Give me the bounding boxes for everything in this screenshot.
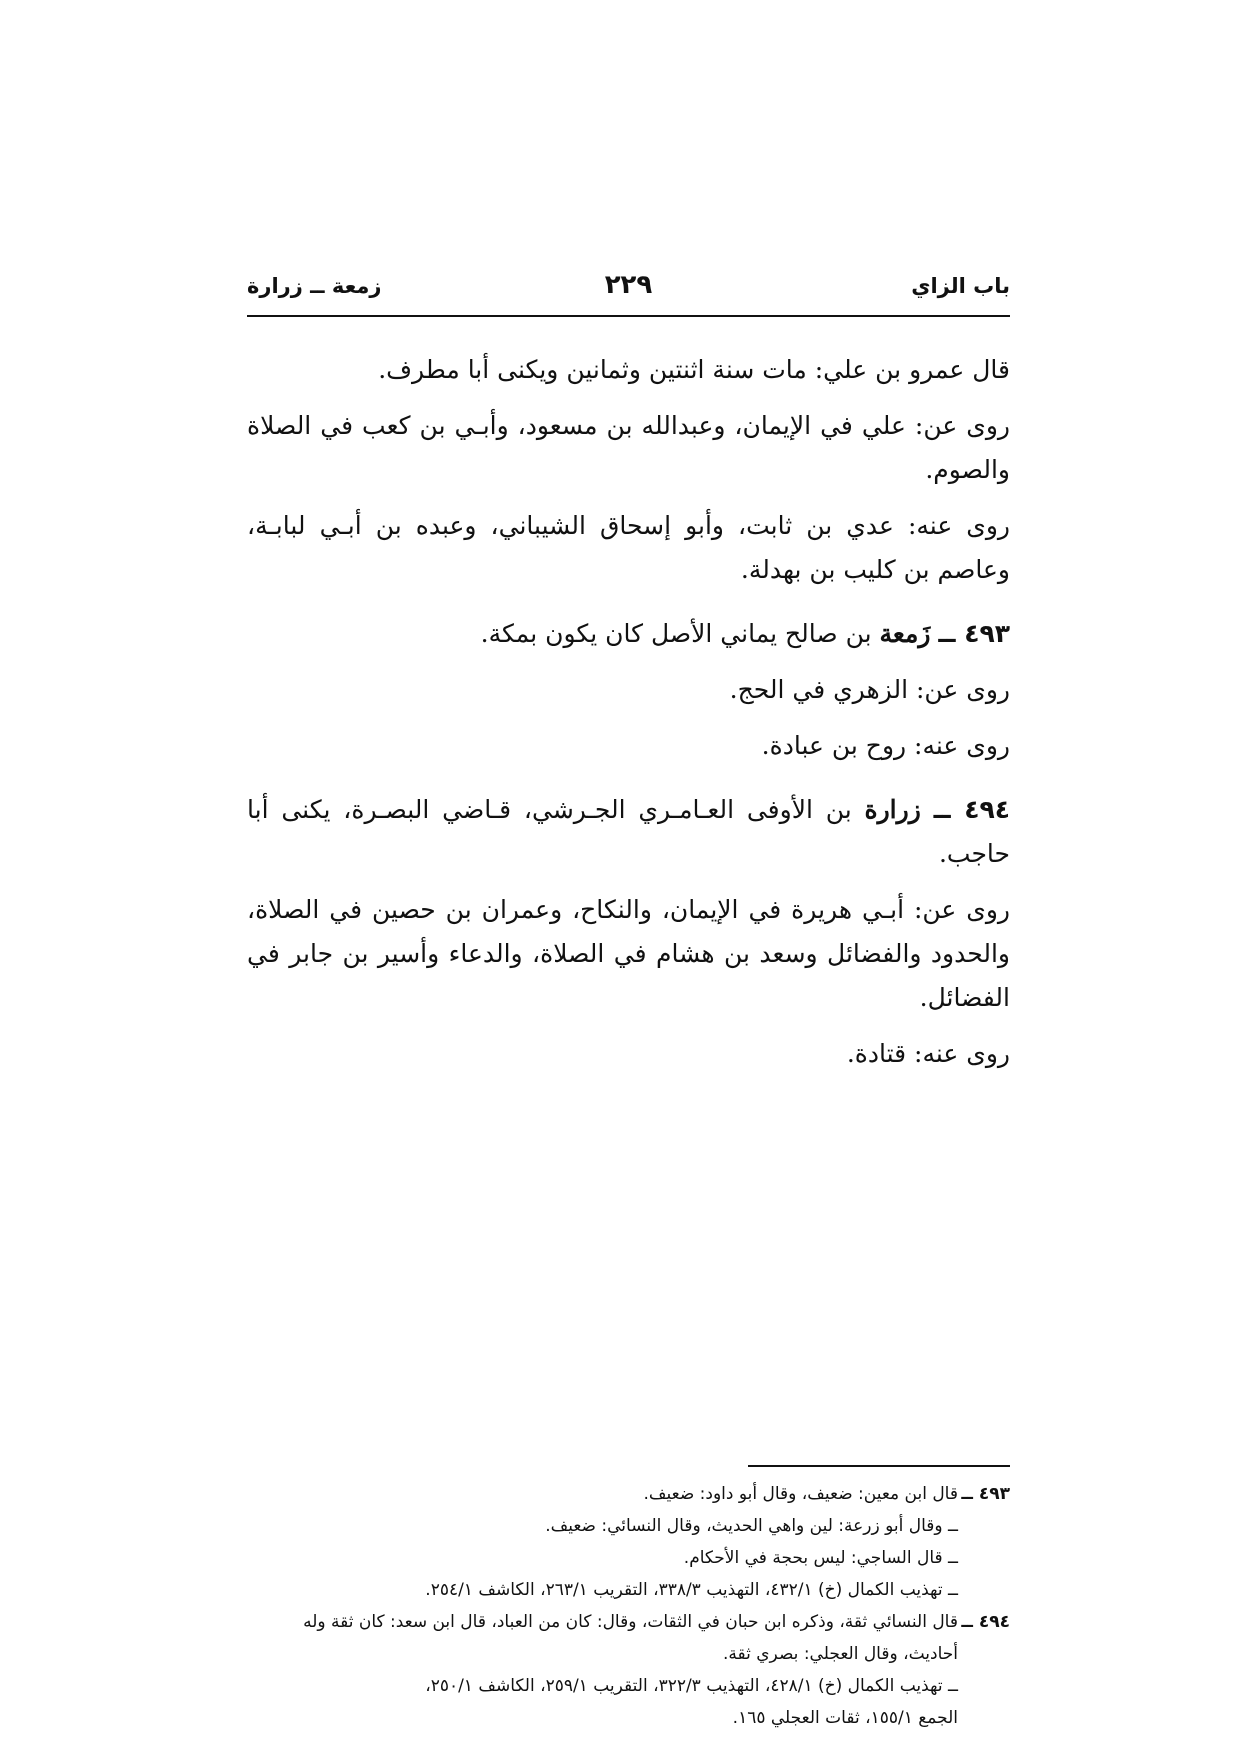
entry-number: ٤٩٤ ــ [933, 795, 1011, 824]
entry-number: ٤٩٣ ــ [938, 619, 1010, 648]
main-text [247, 348, 1010, 1088]
footnote-text: قال النسائي ثقة، وذكره ابن حبان في الثقات، وقال: كان من العباد، قال ابن سعد: كان ثقة وله [303, 1612, 958, 1632]
entry-name: زرارة [864, 795, 921, 824]
page-header [247, 268, 1010, 314]
footnote-line: ــ تهذيب الكمال (خ) ٤٣٢/١، التهذيب ٣٣٨/٣، التقريب ٢٦٣/١، الكاشف ٢٥٤/١. [425, 1580, 958, 1600]
entry-493-narrated-by: روى عنه: روح بن عبادة. [761, 731, 1010, 760]
footnote-line: ــ وقال أبو زرعة: لين واهي الحديث، وقال النسائي: ضعيف. [545, 1516, 958, 1536]
header-rule [247, 315, 1010, 317]
entry-493-narrated-from: روى عن: الزهري في الحج. [729, 675, 1010, 704]
footnote-rule [748, 1465, 1010, 1467]
page-number: ٢٢٩ [604, 270, 653, 300]
footnote-number: ٤٩٤ ــ [961, 1612, 1010, 1632]
footnote-line: ــ قال الساجي: ليس بحجة في الأحكام. [683, 1548, 958, 1568]
entry-494-narrated-by: روى عنه: قتادة. [846, 1039, 1010, 1068]
footnote-line [247, 1478, 1010, 1510]
entries-range: زمعة ــ زرارة [247, 274, 382, 298]
entry-name: زَمعة [879, 619, 931, 648]
footnote-number: ٤٩٣ ــ [961, 1484, 1010, 1504]
entry-494 [247, 788, 1010, 876]
footnote-line: ــ تهذيب الكمال (خ) ٤٢٨/١، التهذيب ٣٢٢/٣، التقريب ٢٥٩/١، الكاشف ٢٥٠/١، [425, 1676, 958, 1696]
entry-494-narrated-from: روى عن: أبـي هريرة في الإيمان، والنكاح، وعمران بن حصين في الصلاة، والحدود والفضائل وسعد بن هشام في الصلاة، والدعاء وأسير بن جابر في الفضائل. [247, 895, 1010, 1012]
footnote-line: الجمع ١٥٥/١، ثقات العجلي ١٦٥. [732, 1708, 958, 1728]
section-title: باب الزاي [911, 274, 1010, 298]
footnotes [247, 1478, 1010, 1734]
entry-493 [247, 612, 1010, 656]
footnote-line: أحاديث، وقال العجلي: بصري ثقة. [723, 1644, 958, 1664]
book-page [247, 268, 1011, 1728]
paragraph-narrated-by: روى عنه: عدي بن ثابت، وأبو إسحاق الشيباني، وعبده بن أبـي لبابـة، وعاصم بن كليب بن بهدلة. [247, 511, 1010, 584]
footnote-line [247, 1606, 1010, 1638]
entry-description: بن صالح يماني الأصل كان يكون بمكة. [480, 619, 880, 648]
paragraph-death-note: قال عمرو بن علي: مات سنة اثنتين وثمانين ويكنى أبا مطرف. [378, 355, 1010, 384]
paragraph-narrated-from: روى عن: علي في الإيمان، وعبدالله بن مسعود، وأبـي بن كعب في الصلاة والصوم. [247, 411, 1010, 484]
footnote-text: قال ابن معين: ضعيف، وقال أبو داود: ضعيف. [643, 1484, 958, 1504]
entry-description: بن الأوفى العـامـري الجـرشي، قـاضي البصـرة، يكنى أبا حاجب. [247, 795, 1010, 868]
